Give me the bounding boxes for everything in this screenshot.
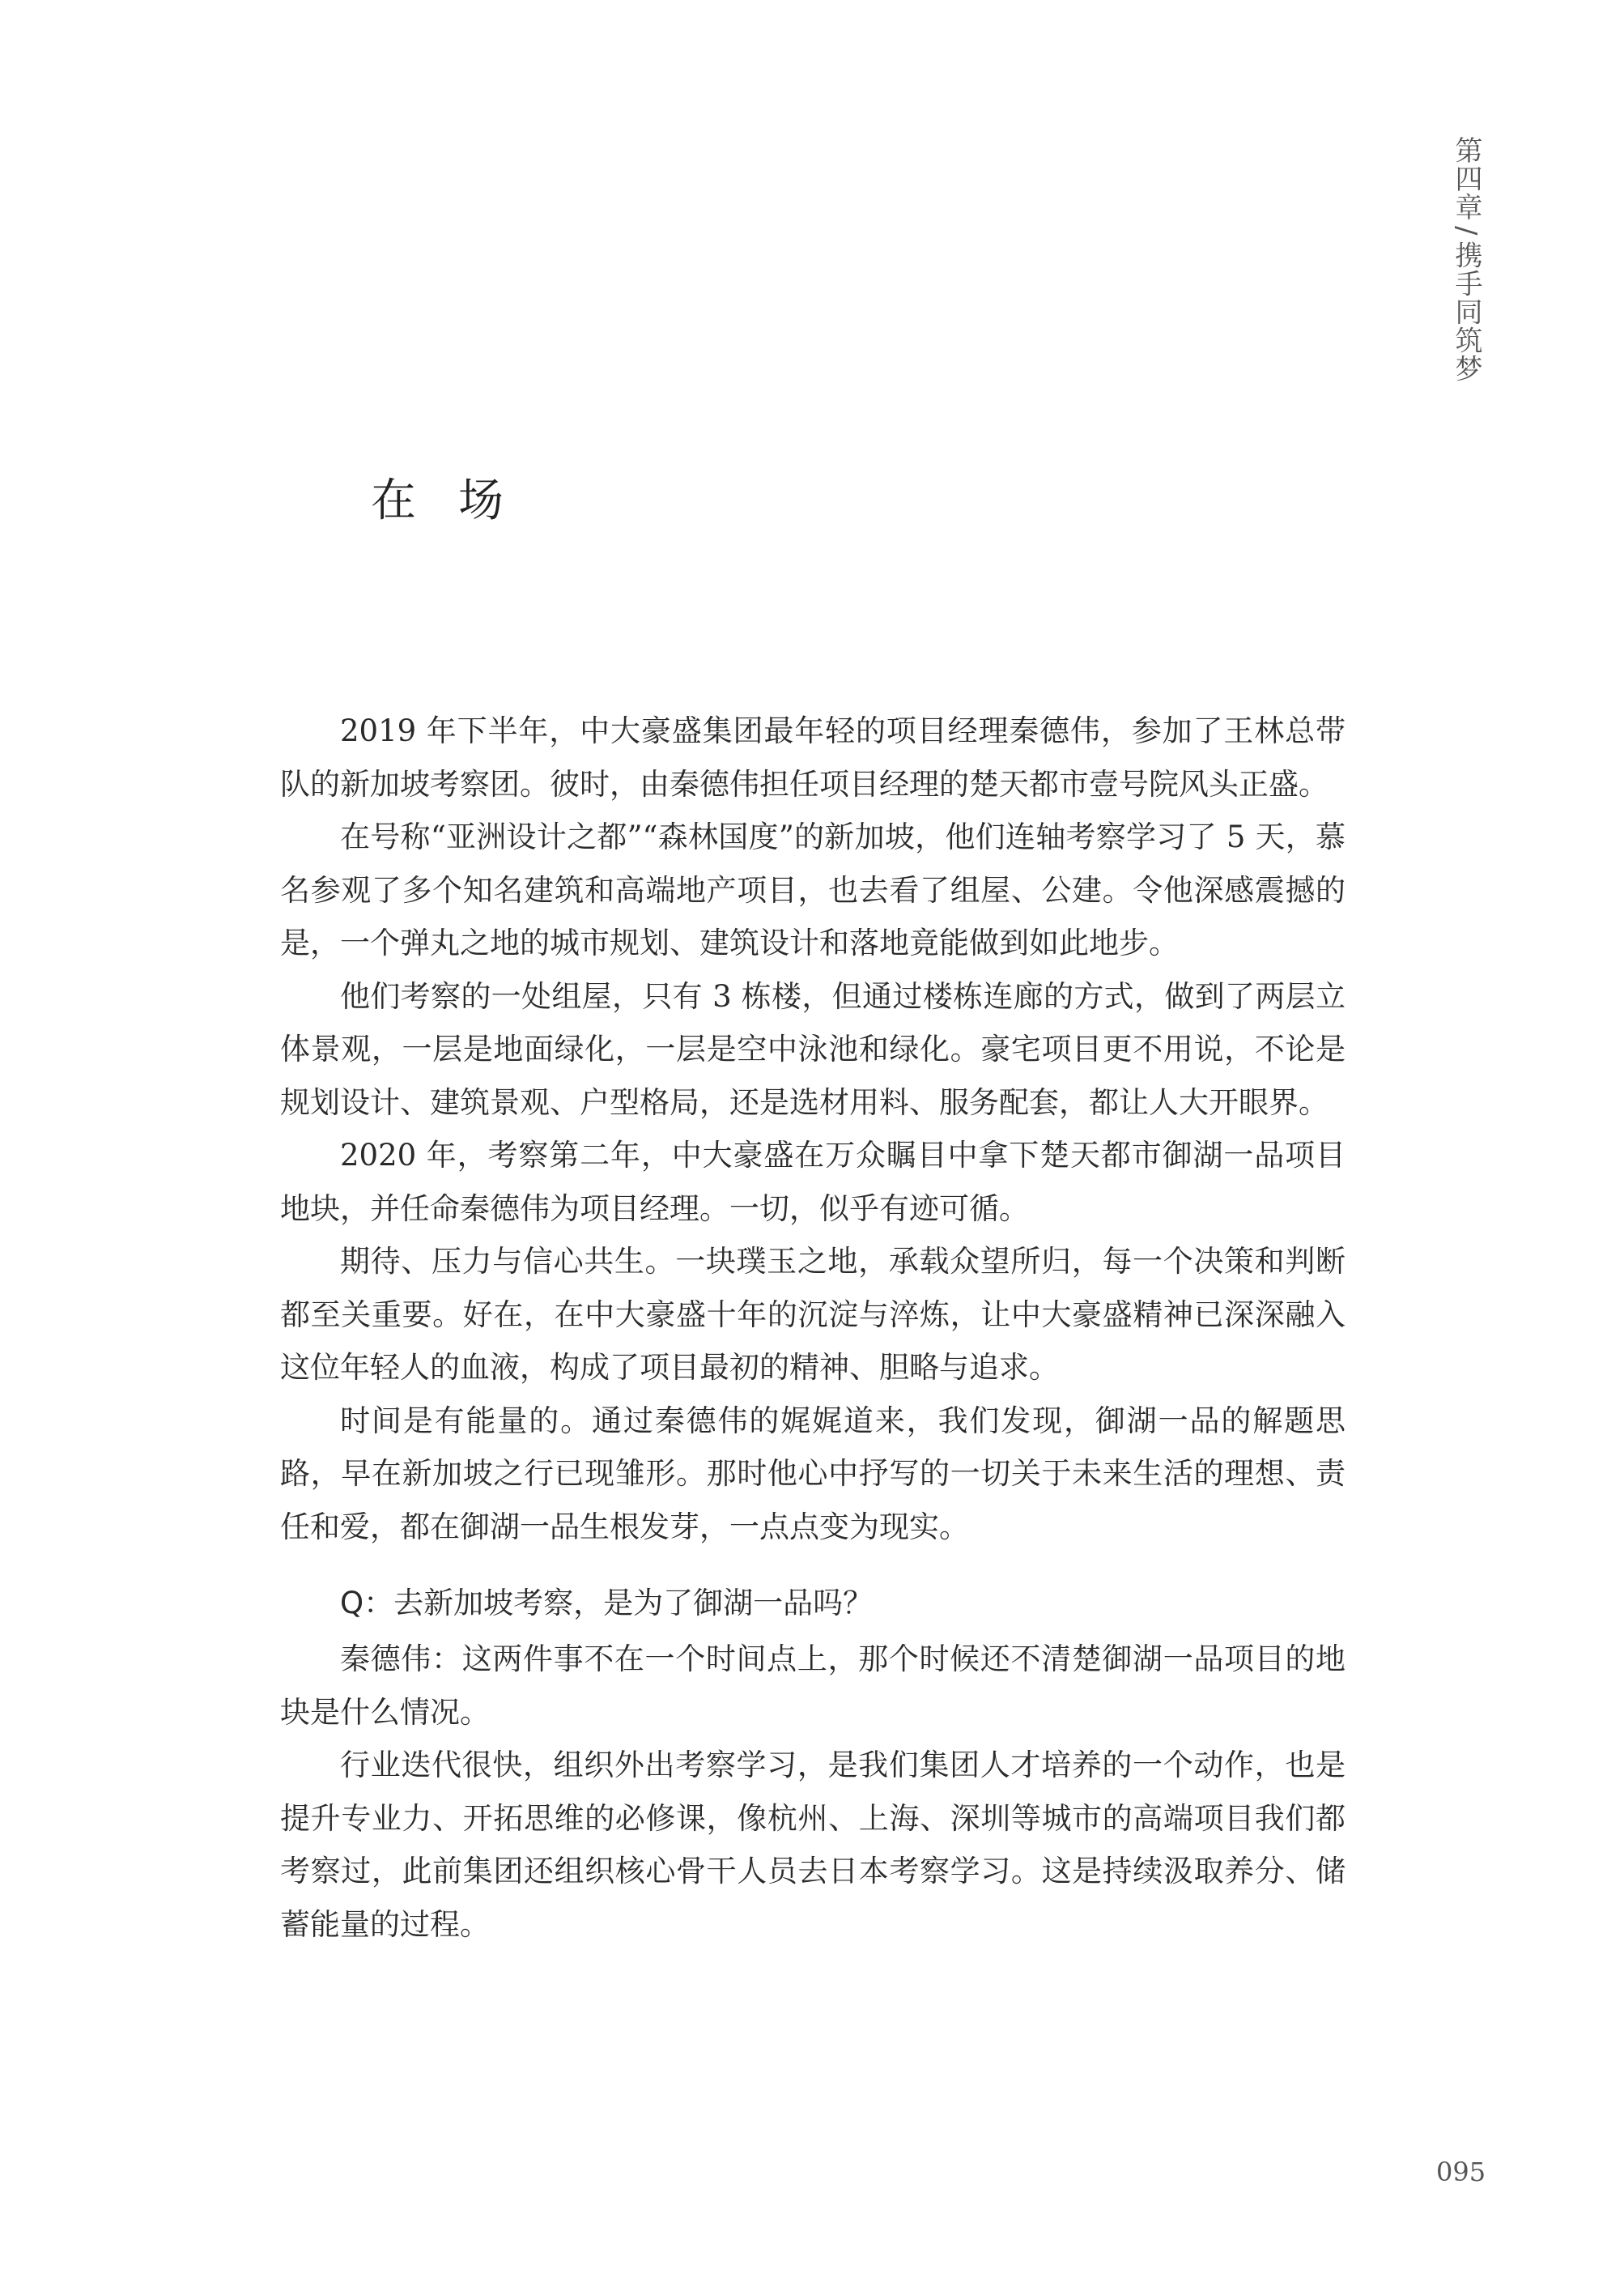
interview-answer [280, 1633, 1346, 1951]
answer-paragraph: 行业迭代很快，组织外出考察学习，是我们集团人才培养的一个动作，也是提升专业力、开拓思维的必修课，像杭州、上海、深圳等城市的高端项目我们都考察过，此前集团还组织核心骨干人员去日本考察学习。这是持续汲取养分、储蓄能量的过程。 [280, 1748, 1346, 1942]
paragraph: 2019 年下半年，中大豪盛集团最年轻的项目经理秦德伟，参加了王林总带队的新加坡考察团。彼时，由秦德伟担任项目经理的楚天都市壹号院风头正盛。 [280, 713, 1346, 802]
paragraph: 时间是有能量的。通过秦德伟的娓娓道来，我们发现，御湖一品的解题思路，早在新加坡之行已现雏形。那时他心中抒写的一切关于未来生活的理想、责任和爱，都在御湖一品生根发芽，一点点变为现实。 [280, 1403, 1346, 1544]
chapter-title: 携手同筑梦 [1450, 241, 1482, 383]
paragraph: 2020 年，考察第二年，中大豪盛在万众瞩目中拿下楚天都市御湖一品项目地块，并任命秦德伟为项目经理。一切，似乎有迹可循。 [280, 1138, 1346, 1226]
chapter-number: 第四章 [1450, 136, 1482, 221]
paragraph: 在号称“亚洲设计之都”“森林国度”的新加坡，他们连轴考察学习了 5 天，慕名参观了多个知名建筑和高端地产项目，也去看了组屋、公建。令他深感震撼的是，一个弹丸之地的城市规划、建筑设计和落地竟能做到如此地步。 [280, 820, 1346, 960]
answer-paragraph: 秦德伟：这两件事不在一个时间点上，那个时候还不清楚御湖一品项目的地块是什么情况。 [280, 1641, 1346, 1730]
paragraph: 他们考察的一处组屋，只有 3 栋楼，但通过楼栋连廊的方式，做到了两层立体景观，一层是地面绿化，一层是空中泳池和绿化。豪宅项目更不用说，不论是规划设计、建筑景观、户型格局，还是选材用料、服务配套，都让人大开眼界。 [280, 978, 1346, 1120]
paragraph: 期待、压力与信心共生。一块璞玉之地，承载众望所归，每一个决策和判断都至关重要。好在，在中大豪盛十年的沉淀与淬炼，让中大豪盛精神已深深融入这位年轻人的血液，构成了项目最初的精神、胆略与追求。 [280, 1244, 1346, 1385]
page-number: 095 [1436, 2157, 1486, 2187]
body-text [280, 705, 1346, 1553]
interview-question: Q：去新加坡考察，是为了御湖一品吗？ [340, 1586, 874, 1620]
section-title: 在场 [371, 475, 546, 527]
header-separator: / [1450, 226, 1482, 236]
running-header [1435, 136, 1483, 382]
